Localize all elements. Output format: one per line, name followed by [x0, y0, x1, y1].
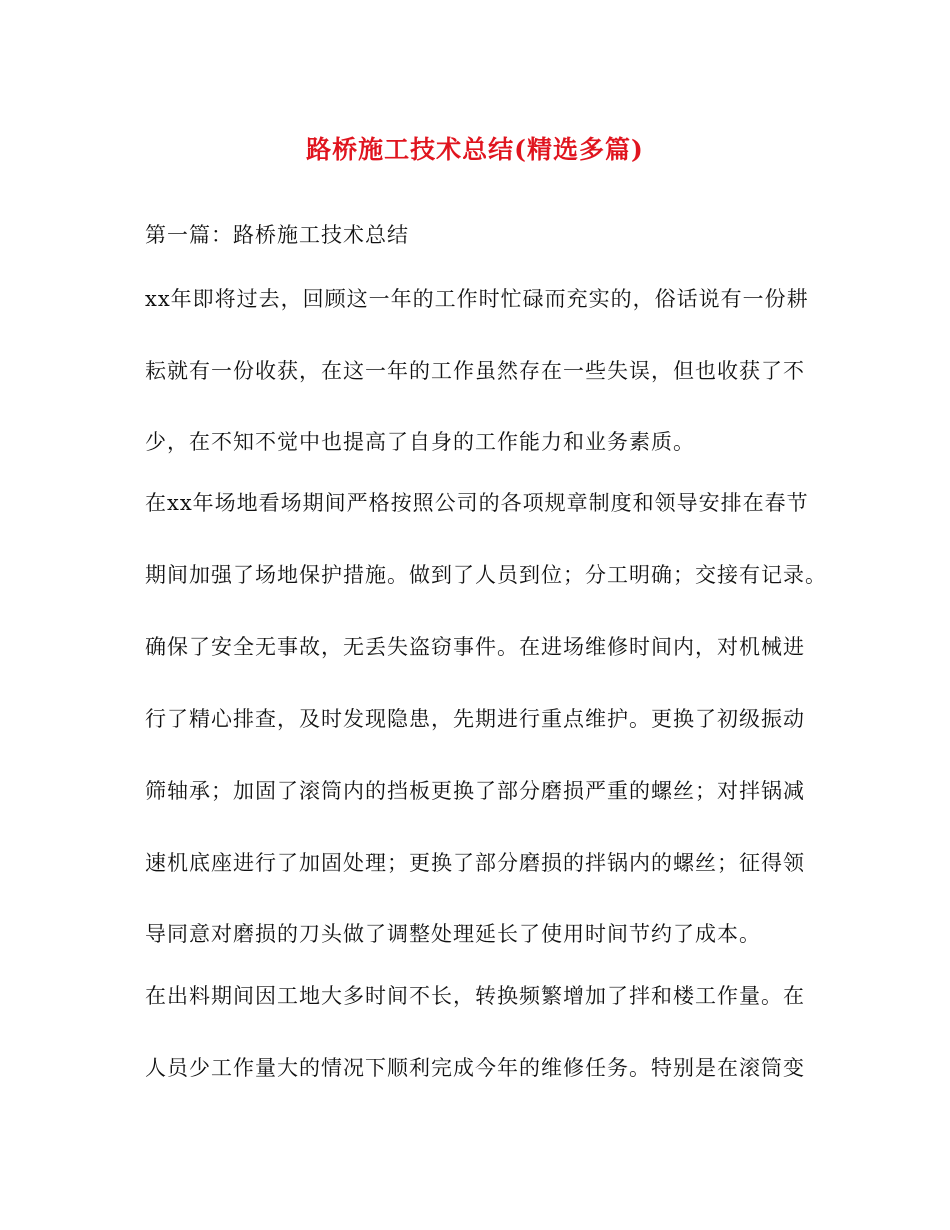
paragraph-line: 少，在不知不觉中也提高了自身的工作能力和业务素质。	[145, 430, 695, 454]
paragraph-line: 速机底座进行了加固处理；更换了部分磨损的拌锅内的螺丝；征得领	[145, 851, 805, 875]
paragraph-line: 在xx年场地看场期间严格按照公司的各项规章制度和领导安排在春节	[145, 491, 809, 515]
paragraph-line: xx年即将过去，回顾这一年的工作时忙碌而充实的，俗话说有一份耕	[145, 287, 809, 311]
paragraph-line: 耘就有一份收获，在这一年的工作虽然存在一些失误，但也收获了不	[145, 359, 805, 383]
paragraph-line: 导同意对磨损的刀头做了调整处理延长了使用时间节约了成本。	[145, 922, 761, 946]
section-heading: 第一篇：路桥施工技术总结	[145, 223, 409, 247]
paragraph-line: 人员少工作量大的情况下顺利完成今年的维修任务。特别是在滚筒变	[145, 1056, 805, 1080]
paragraph-line: 确保了安全无事故，无丢失盗窃事件。在进场维修时间内，对机械进	[145, 635, 805, 659]
paragraph-line: 筛轴承；加固了滚筒内的挡板更换了部分磨损严重的螺丝；对拌锅减	[145, 779, 805, 803]
paragraph-line: 在出料期间因工地大多时间不长，转换频繁增加了拌和楼工作量。在	[145, 984, 805, 1008]
paragraph-line: 期间加强了场地保护措施。做到了人员到位；分工明确；交接有记录。	[145, 563, 827, 587]
document-title: 路桥施工技术总结(精选多篇)	[306, 135, 644, 164]
paragraph-line: 行了精心排查，及时发现隐患，先期进行重点维护。更换了初级振动	[145, 707, 805, 731]
